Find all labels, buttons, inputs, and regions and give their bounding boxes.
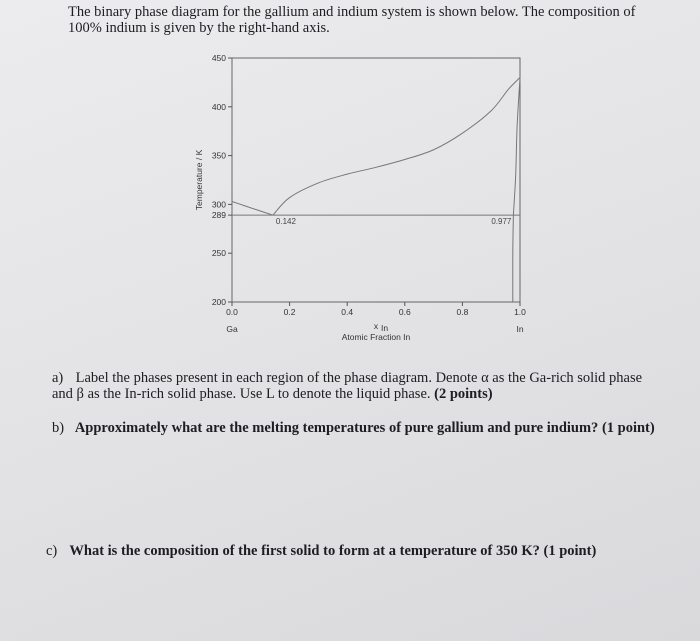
plot-frame — [232, 58, 520, 302]
question-b — [52, 420, 662, 436]
question-a-number: a) — [52, 370, 64, 386]
y-tick-label: 250 — [211, 248, 226, 259]
question-c-text: What is the composition of the first solid to form at a temperature of 350 K? — [69, 543, 540, 559]
phase-boundary-line — [513, 78, 520, 216]
question-b-text: Approximately what are the melting temperatures of pure gallium and pure indium? — [74, 420, 599, 436]
y-tick-label: 400 — [211, 101, 226, 112]
intro-text: The binary phase diagram for the gallium and indium system is shown below. The composition of 100% indium is given by the right-hand axis. — [68, 4, 636, 36]
question-b-points: (1 point) — [601, 420, 655, 436]
question-a-points: (2 points) — [434, 386, 493, 402]
y-tick-label: 289 — [211, 210, 226, 221]
x-tick-label: 0.2 — [283, 307, 296, 317]
y-tick-label: 350 — [211, 150, 226, 161]
composition-annotation: 0.977 — [491, 217, 512, 227]
x-tick-label: 1.0 — [514, 307, 526, 317]
y-tick-label: 300 — [211, 199, 226, 210]
question-c-number: c) — [46, 543, 58, 559]
x-tick-label: 0.8 — [456, 307, 469, 317]
x-end-label-left: Ga — [226, 324, 238, 334]
x-tick-label: 0.4 — [341, 307, 354, 317]
phase-boundary-line — [273, 78, 520, 216]
question-c-points: (1 point) — [543, 543, 597, 559]
x-tick-label: 0.0 — [226, 307, 238, 317]
question-a-text: Label the phases present in each region of the phase diagram. Denote α as the Ga-rich solid phase and β as the In-rich solid phase. Use L to denote the liquid phase. — [52, 370, 643, 402]
y-axis-title: Temperature / K — [194, 149, 204, 211]
x-axis-title: Atomic Fraction In — [341, 332, 411, 340]
y-tick-label: 450 — [211, 53, 226, 63]
composition-annotation: 0.142 — [275, 217, 296, 227]
x-axis-symbol-subscript: In — [381, 323, 389, 333]
question-b-number: b) — [52, 420, 65, 436]
question-c — [46, 543, 646, 559]
x-axis-symbol: x — [373, 321, 379, 331]
x-end-label-right: In — [516, 324, 524, 334]
phase-boundary-line — [232, 201, 273, 215]
chart-plot-area — [194, 53, 526, 340]
y-tick-label: 200 — [211, 297, 226, 307]
phase-diagram-chart — [180, 40, 540, 340]
x-tick-label: 0.6 — [398, 307, 411, 317]
phase-boundary-line — [513, 215, 514, 302]
question-a — [52, 370, 652, 402]
